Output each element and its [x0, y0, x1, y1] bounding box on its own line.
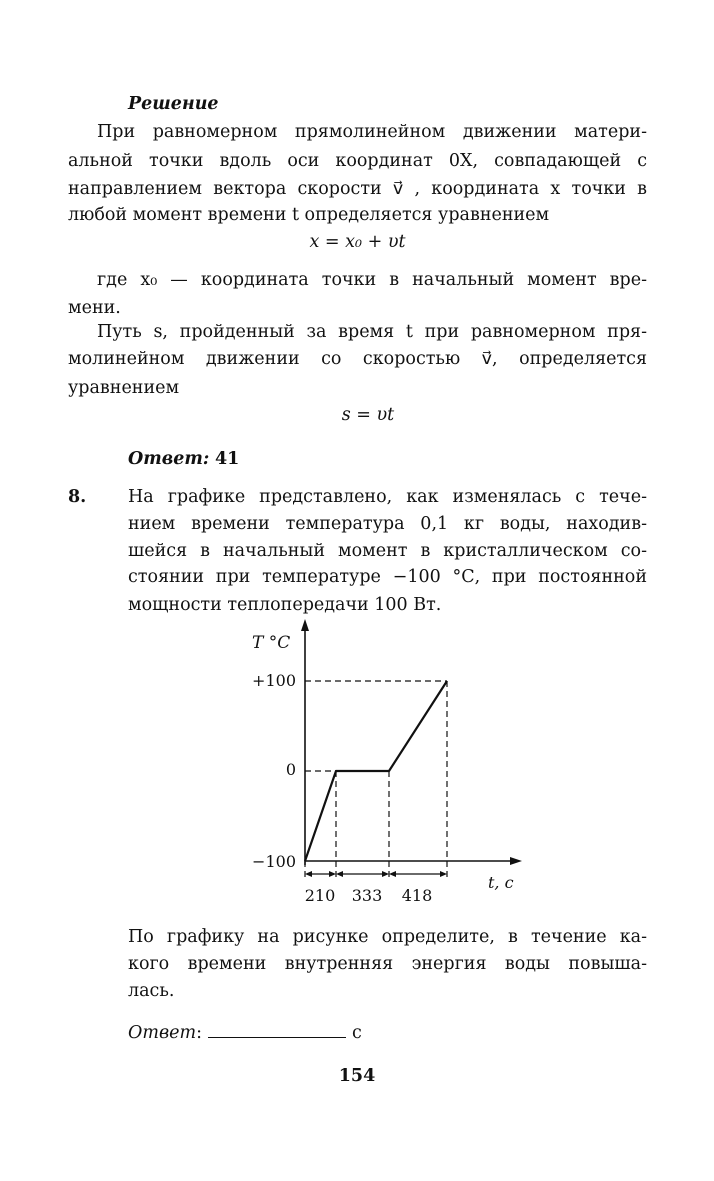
solution-text-line: направлением вектора скорости v⃗ , координата x точки в [68, 179, 647, 199]
task-text-line: стоянии при температуре −100 °С, при постоянной [128, 567, 647, 587]
question-text-line: кого времени внутренняя энергия воды повыша- [128, 954, 647, 974]
y-tick-label: +100 [252, 671, 296, 690]
x-axis-title: t, с [488, 873, 514, 892]
task-text-line: нием времени температура 0,1 кг воды, находив- [128, 514, 647, 534]
formula-coordinate: x = x₀ + υt [309, 232, 406, 252]
solution-text-line: Путь s, пройденный за время t при равномерном пря- [97, 322, 647, 342]
interval-arrowhead [305, 871, 312, 877]
dashed-guides [305, 681, 447, 877]
interval-dimensions [305, 871, 447, 877]
task-text-line: шейся в начальный момент в кристаллическом со- [128, 541, 647, 561]
y-axis-arrow [301, 619, 309, 631]
interval-label: 210 [304, 886, 336, 905]
interval-arrowhead [329, 871, 336, 877]
solution-text-line: При равномерном прямолинейном движении матери- [97, 122, 647, 142]
interval-arrowhead [440, 871, 447, 877]
page-number: 154 [338, 1066, 376, 1086]
interval-arrowhead [382, 871, 389, 877]
solution-answer [128, 451, 239, 469]
y-axis-title: T °C [252, 633, 291, 653]
task-text-line: На графике представлено, как изменялась с тече- [128, 487, 647, 507]
answer-unit: с [351, 1023, 362, 1043]
formula-path: s = υt [341, 405, 395, 425]
answer-value: 41 [214, 449, 240, 469]
solution-heading: Решение [128, 94, 219, 114]
interval-arrowhead [336, 871, 343, 877]
answer-blank-field[interactable] [208, 1023, 346, 1038]
solution-text-line: альной точки вдоль оси координат 0X, совпадающей с [68, 151, 647, 171]
solution-text-line: где x₀ — координата точки в начальный момент вре- [97, 270, 647, 290]
interval-label: 418 [401, 886, 433, 905]
y-tick-label: −100 [252, 852, 296, 871]
solution-text-line: молинейном движении со скоростью v⃗, определяется [68, 349, 647, 369]
question-text-line: лась. [128, 981, 175, 1001]
interval-arrowhead [389, 871, 396, 877]
solution-text-line: любой момент времени t определяется уравнением [68, 205, 550, 225]
solution-text-line: мени. [68, 298, 121, 318]
answer-label: Ответ: [128, 449, 210, 469]
x-axis-arrow [510, 857, 522, 865]
task-answer: Ответ: с [128, 1023, 362, 1043]
solution-text-line: уравнением [68, 378, 180, 398]
y-tick-label: 0 [285, 760, 296, 779]
task-text-line: мощности теплопередачи 100 Вт. [128, 595, 442, 615]
temperature-chart [0, 615, 714, 925]
interval-label: 333 [351, 886, 383, 905]
task-number: 8. [68, 487, 87, 507]
answer-label: Ответ [128, 1023, 197, 1043]
question-text-line: По графику на рисунке определите, в течение ка- [128, 927, 647, 947]
